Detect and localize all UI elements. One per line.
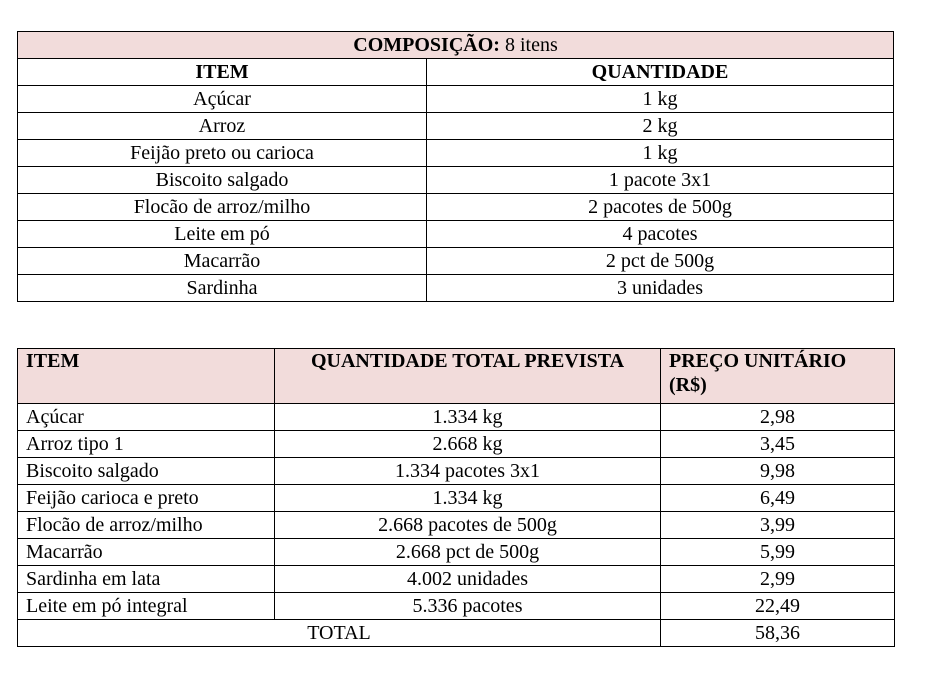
composition-item: Feijão preto ou carioca [18,140,427,167]
composition-quantity: 3 unidades [427,275,894,302]
pricing-header-item: ITEM [18,349,275,404]
table-row [18,512,895,539]
composition-header-quantity: QUANTIDADE [427,59,894,86]
composition-quantity: 1 kg [427,86,894,113]
composition-title-row [18,32,894,59]
composition-title [18,32,894,59]
composition-quantity: 4 pacotes [427,221,894,248]
composition-header-row [18,59,894,86]
table-row [18,458,895,485]
pricing-total-value: 58,36 [661,620,895,647]
composition-quantity: 2 pct de 500g [427,248,894,275]
composition-header-item: ITEM [18,59,427,86]
pricing-total-quantity: 2.668 pct de 500g [275,539,661,566]
composition-quantity: 2 pacotes de 500g [427,194,894,221]
table-row [18,566,895,593]
table-row [18,593,895,620]
pricing-total-quantity: 4.002 unidades [275,566,661,593]
composition-table [17,31,894,302]
pricing-header-unit-price: PREÇO UNITÁRIO (R$) [661,349,895,404]
pricing-total-quantity: 1.334 pacotes 3x1 [275,458,661,485]
composition-item: Leite em pó [18,221,427,248]
table-row [18,539,895,566]
pricing-unit-price: 6,49 [661,485,895,512]
pricing-total-quantity: 2.668 pacotes de 500g [275,512,661,539]
table-row [18,113,894,140]
pricing-item: Arroz tipo 1 [18,431,275,458]
composition-title-count: 8 itens [499,34,558,56]
composition-item: Arroz [18,113,427,140]
pricing-item: Leite em pó integral [18,593,275,620]
pricing-unit-price: 3,99 [661,512,895,539]
pricing-total-quantity: 1.334 kg [275,485,661,512]
pricing-unit-price: 22,49 [661,593,895,620]
table-row [18,194,894,221]
table-row [18,404,895,431]
pricing-total-quantity: 2.668 kg [275,431,661,458]
pricing-unit-price: 5,99 [661,539,895,566]
pricing-item: Biscoito salgado [18,458,275,485]
table-row [18,86,894,113]
pricing-unit-price: 3,45 [661,431,895,458]
composition-item: Macarrão [18,248,427,275]
table-row [18,275,894,302]
pricing-item: Flocão de arroz/milho [18,512,275,539]
pricing-unit-price: 2,99 [661,566,895,593]
composition-title-label: COMPOSIÇÃO: [353,34,500,56]
composition-item: Açúcar [18,86,427,113]
composition-quantity: 1 pacote 3x1 [427,167,894,194]
composition-quantity: 1 kg [427,140,894,167]
pricing-unit-price: 9,98 [661,458,895,485]
table-row [18,248,894,275]
composition-item: Flocão de arroz/milho [18,194,427,221]
pricing-header-row [18,349,895,404]
pricing-unit-price: 2,98 [661,404,895,431]
pricing-total-quantity: 5.336 pacotes [275,593,661,620]
pricing-item: Sardinha em lata [18,566,275,593]
pricing-item: Açúcar [18,404,275,431]
pricing-total-quantity: 1.334 kg [275,404,661,431]
table-row [18,167,894,194]
composition-quantity: 2 kg [427,113,894,140]
pricing-total-label: TOTAL [18,620,661,647]
pricing-table [17,348,895,647]
table-row [18,140,894,167]
pricing-header-total-quantity: QUANTIDADE TOTAL PREVISTA [275,349,661,404]
pricing-total-row [18,620,895,647]
composition-item: Biscoito salgado [18,167,427,194]
composition-item: Sardinha [18,275,427,302]
table-row [18,485,895,512]
table-row [18,221,894,248]
pricing-item: Feijão carioca e preto [18,485,275,512]
table-row [18,431,895,458]
pricing-item: Macarrão [18,539,275,566]
